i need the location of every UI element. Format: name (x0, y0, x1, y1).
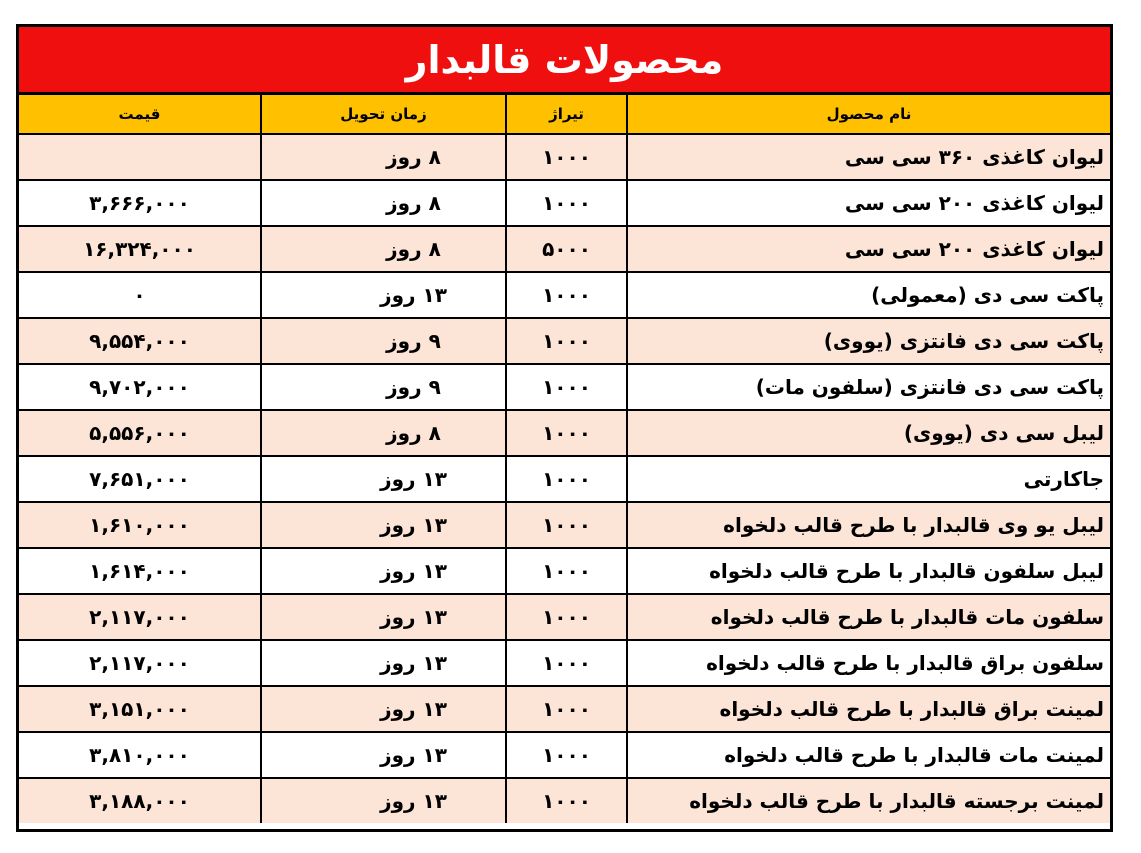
product-name-cell: لیوان کاغذی ۳۶۰ سی سی (627, 134, 1110, 180)
table-row (19, 594, 1110, 640)
table-row (19, 732, 1110, 778)
price-cell: ۲,۱۱۷,۰۰۰ (19, 594, 261, 640)
table-row (19, 364, 1110, 410)
delivery-time-cell: ۱۳ روز (261, 272, 506, 318)
table-row (19, 134, 1110, 180)
quantity-cell: ۱۰۰۰ (506, 180, 627, 226)
price-cell: ۲,۱۱۷,۰۰۰ (19, 640, 261, 686)
table-row (19, 272, 1110, 318)
price-cell: ۰ (19, 272, 261, 318)
column-header-price: قیمت (19, 95, 261, 134)
quantity-cell: ۱۰۰۰ (506, 778, 627, 823)
delivery-time-cell: ۸ روز (261, 226, 506, 272)
product-name-cell: پاکت سی دی فانتزی (سلفون مات) (627, 364, 1110, 410)
table-row (19, 686, 1110, 732)
delivery-time-cell: ۱۳ روز (261, 594, 506, 640)
product-name-cell: لیوان کاغذی ۲۰۰ سی سی (627, 180, 1110, 226)
table-title: محصولات قالبدار (19, 27, 1110, 95)
price-cell: ۳,۱۵۱,۰۰۰ (19, 686, 261, 732)
quantity-cell: ۱۰۰۰ (506, 686, 627, 732)
delivery-time-cell: ۸ روز (261, 180, 506, 226)
table-row (19, 502, 1110, 548)
product-name-cell: لمینت مات قالبدار با طرح قالب دلخواه (627, 732, 1110, 778)
table-row (19, 640, 1110, 686)
delivery-time-cell: ۹ روز (261, 364, 506, 410)
quantity-cell: ۱۰۰۰ (506, 318, 627, 364)
table-row (19, 318, 1110, 364)
products-table (19, 95, 1110, 823)
table-row (19, 778, 1110, 823)
product-name-cell: جاکارتی (627, 456, 1110, 502)
table-row (19, 548, 1110, 594)
table-row (19, 180, 1110, 226)
column-header-delivery-time: زمان تحویل (261, 95, 506, 134)
product-name-cell: لیبل یو وی قالبدار با طرح قالب دلخواه (627, 502, 1110, 548)
price-cell (19, 134, 261, 180)
product-name-cell: لیبل سلفون قالبدار با طرح قالب دلخواه (627, 548, 1110, 594)
product-name-cell: سلفون مات قالبدار با طرح قالب دلخواه (627, 594, 1110, 640)
quantity-cell: ۵۰۰۰ (506, 226, 627, 272)
quantity-cell: ۱۰۰۰ (506, 594, 627, 640)
delivery-time-cell: ۱۳ روز (261, 502, 506, 548)
quantity-cell: ۱۰۰۰ (506, 456, 627, 502)
quantity-cell: ۱۰۰۰ (506, 548, 627, 594)
product-name-cell: لیوان کاغذی ۲۰۰ سی سی (627, 226, 1110, 272)
price-cell: ۳,۱۸۸,۰۰۰ (19, 778, 261, 823)
delivery-time-cell: ۱۳ روز (261, 732, 506, 778)
price-cell: ۳,۸۱۰,۰۰۰ (19, 732, 261, 778)
price-cell: ۳,۶۶۶,۰۰۰ (19, 180, 261, 226)
delivery-time-cell: ۸ روز (261, 410, 506, 456)
product-name-cell: پاکت سی دی فانتزی (یووی) (627, 318, 1110, 364)
table-row (19, 410, 1110, 456)
delivery-time-cell: ۹ روز (261, 318, 506, 364)
price-cell: ۹,۷۰۲,۰۰۰ (19, 364, 261, 410)
quantity-cell: ۱۰۰۰ (506, 134, 627, 180)
quantity-cell: ۱۰۰۰ (506, 410, 627, 456)
quantity-cell: ۱۰۰۰ (506, 364, 627, 410)
quantity-cell: ۱۰۰۰ (506, 640, 627, 686)
price-cell: ۱,۶۱۰,۰۰۰ (19, 502, 261, 548)
header-row (19, 95, 1110, 134)
delivery-time-cell: ۱۳ روز (261, 640, 506, 686)
price-cell: ۷,۶۵۱,۰۰۰ (19, 456, 261, 502)
price-cell: ۵,۵۵۶,۰۰۰ (19, 410, 261, 456)
product-name-cell: سلفون براق قالبدار با طرح قالب دلخواه (627, 640, 1110, 686)
table-row (19, 226, 1110, 272)
product-name-cell: لمینت براق قالبدار با طرح قالب دلخواه (627, 686, 1110, 732)
quantity-cell: ۱۰۰۰ (506, 272, 627, 318)
product-name-cell: پاکت سی دی (معمولی) (627, 272, 1110, 318)
column-header-quantity: تیراژ (506, 95, 627, 134)
delivery-time-cell: ۱۳ روز (261, 456, 506, 502)
delivery-time-cell: ۱۳ روز (261, 686, 506, 732)
price-cell: ۱۶,۳۲۴,۰۰۰ (19, 226, 261, 272)
price-cell: ۱,۶۱۴,۰۰۰ (19, 548, 261, 594)
delivery-time-cell: ۱۳ روز (261, 548, 506, 594)
product-name-cell: لیبل سی دی (یووی) (627, 410, 1110, 456)
product-name-cell: لمینت برجسته قالبدار با طرح قالب دلخواه (627, 778, 1110, 823)
delivery-time-cell: ۸ روز (261, 134, 506, 180)
table-row (19, 456, 1110, 502)
quantity-cell: ۱۰۰۰ (506, 502, 627, 548)
column-header-product-name: نام محصول (627, 95, 1110, 134)
quantity-cell: ۱۰۰۰ (506, 732, 627, 778)
price-table-sheet (16, 24, 1113, 832)
price-cell: ۹,۵۵۴,۰۰۰ (19, 318, 261, 364)
delivery-time-cell: ۱۳ روز (261, 778, 506, 823)
